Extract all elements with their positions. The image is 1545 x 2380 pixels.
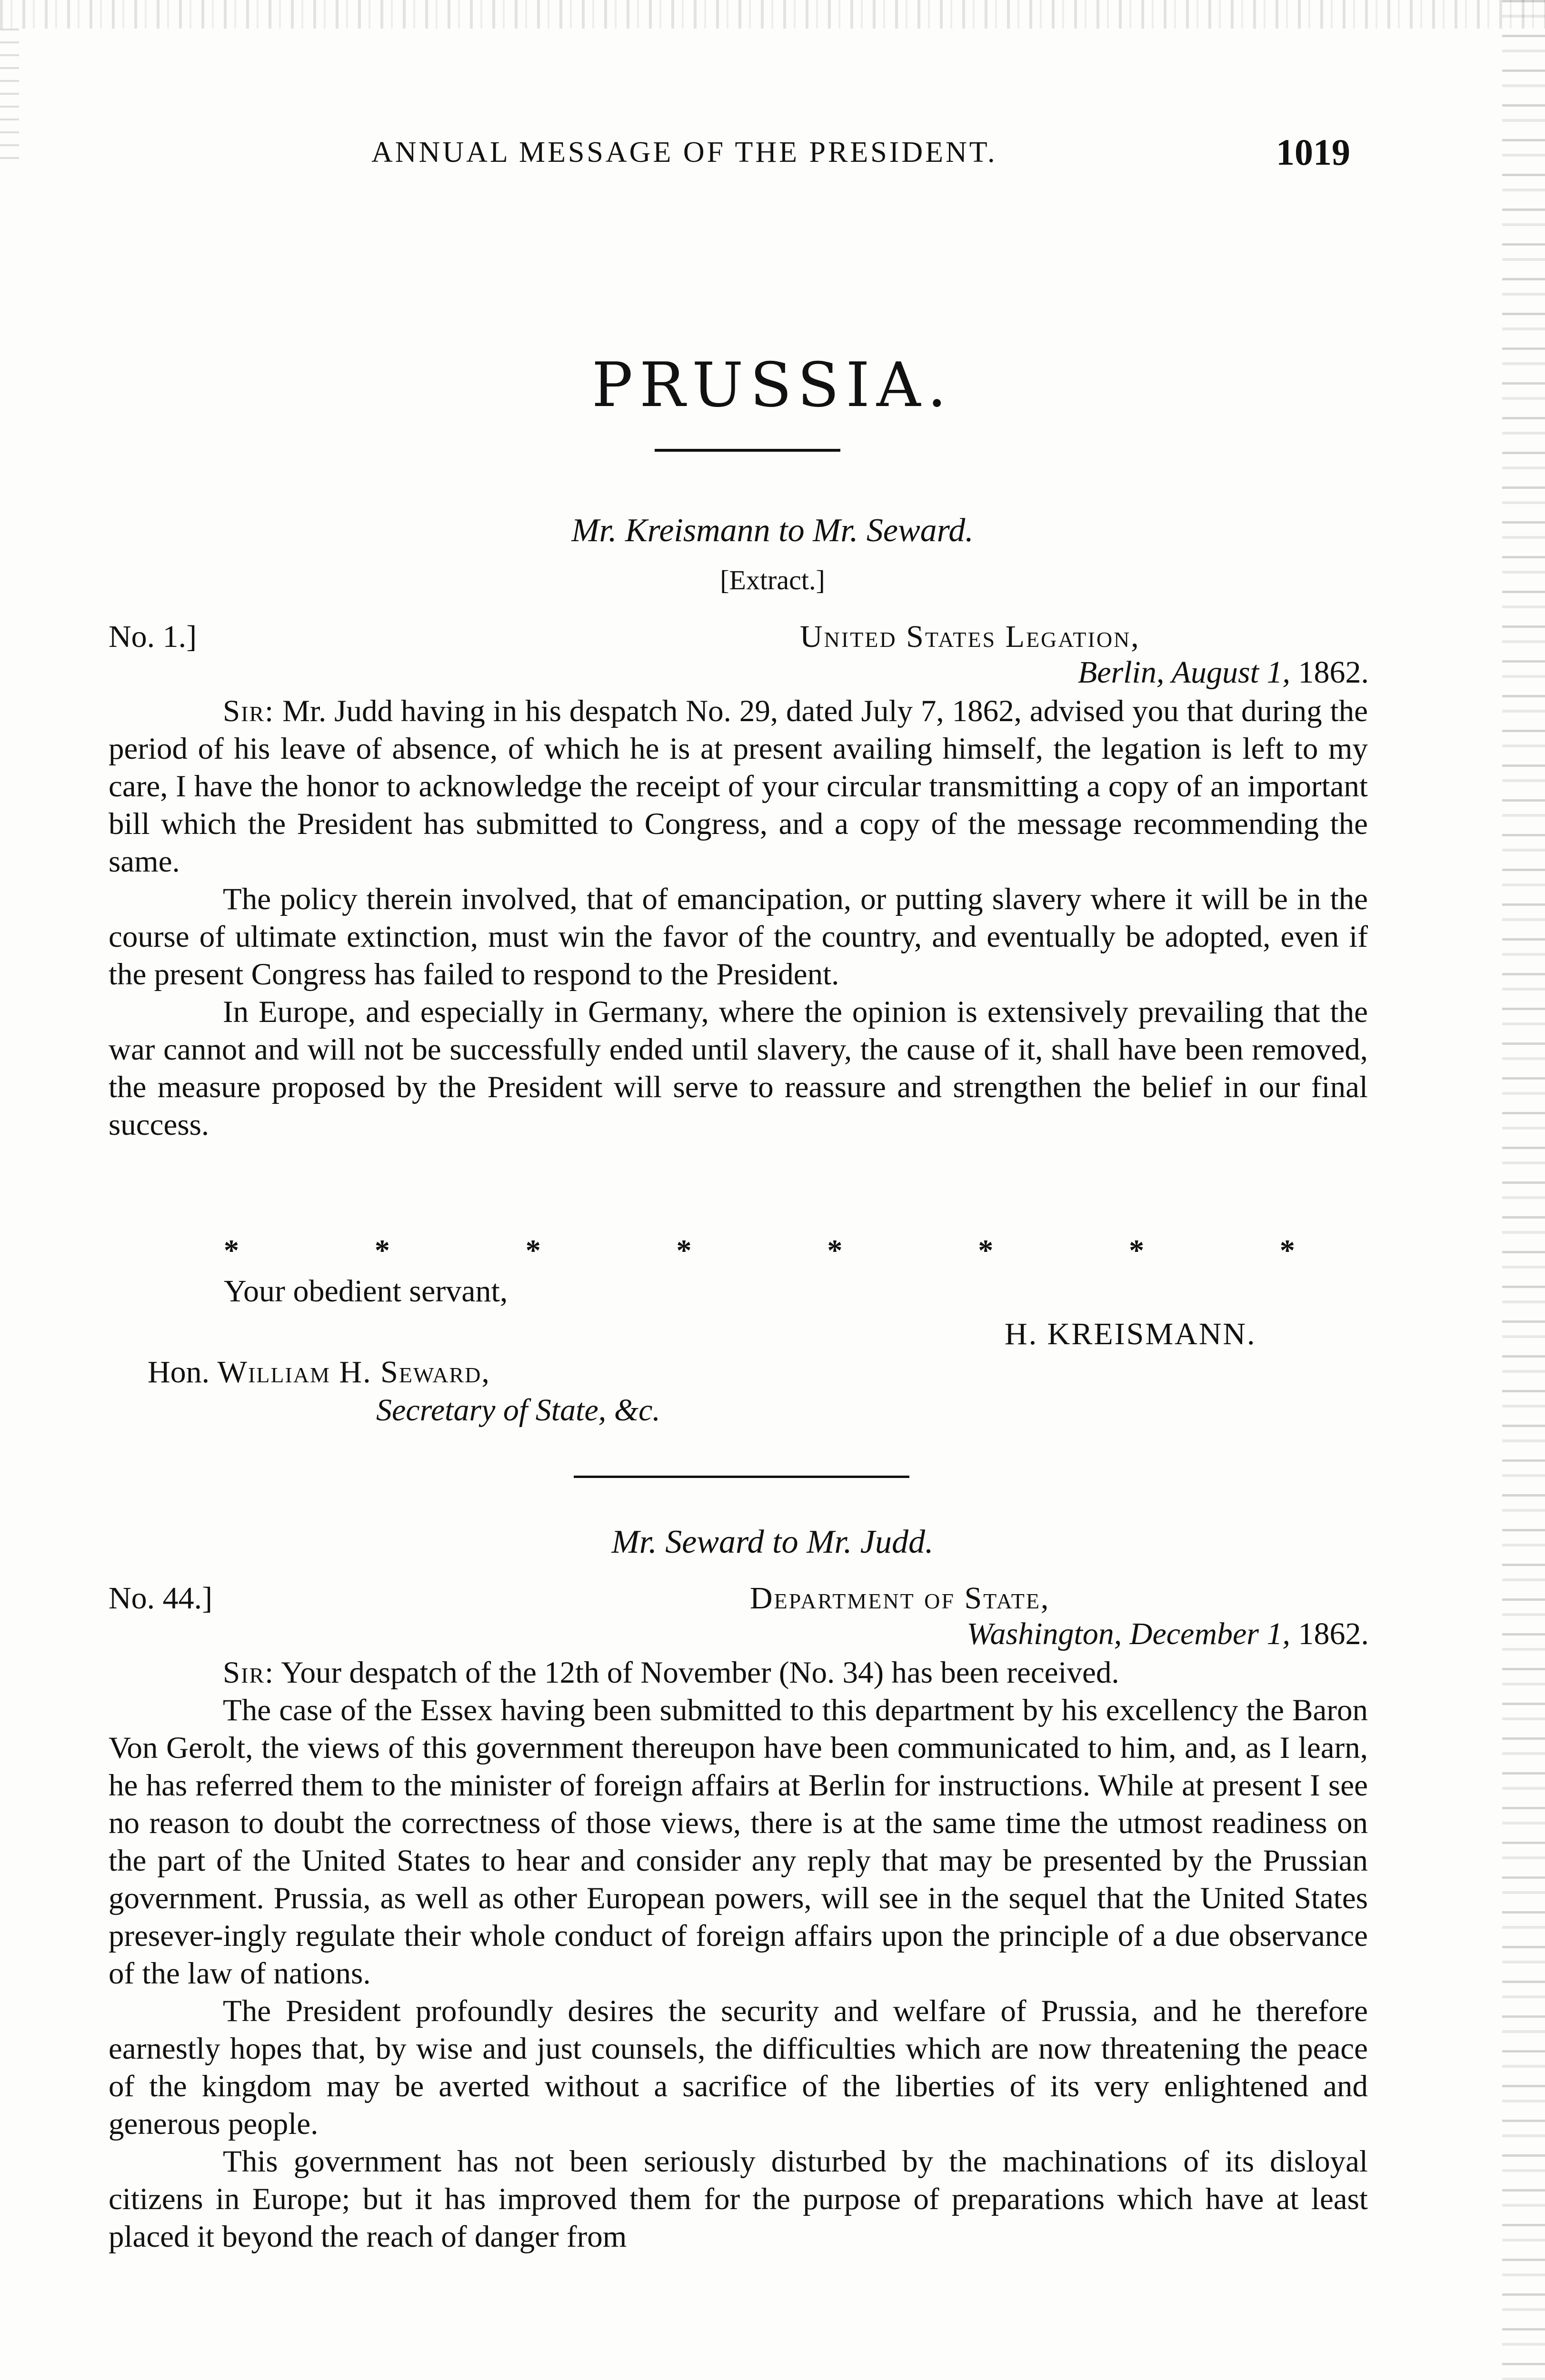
- star: *: [978, 1233, 994, 1267]
- star: *: [1279, 1233, 1295, 1267]
- scan-edge-left: [0, 29, 19, 162]
- letter2-body: [109, 1654, 1368, 2256]
- letter1-closing: Your obedient servant,: [224, 1274, 508, 1309]
- star: *: [827, 1233, 843, 1267]
- letter2-date-year: 1862.: [1298, 1616, 1369, 1651]
- star: *: [676, 1233, 692, 1267]
- letter1-sender-office: United States Legation,: [800, 619, 1140, 654]
- addressee-name: William H. Seward,: [217, 1355, 490, 1389]
- star: *: [224, 1233, 239, 1267]
- letter2-paragraph: The President profoundly desires the security and welfare of Prussia, and he therefore earnestly hopes that, by wise and just counsels, the difficulties which are now threatening the peace of the kingdom may be averted without a sacrifice of the liberties of its very enlightened and generous people.: [109, 1994, 1368, 2141]
- letter2-paragraph-text: Your despatch of the 12th of November (No. 34) has been received.: [281, 1656, 1119, 1690]
- letter1-paragraph: [109, 693, 1368, 881]
- letter1-paragraph-text: Mr. Judd having in his despatch No. 29, dated July 7, 1862, advised you that during the period of his leave of absence, of which he is at present availing himself, the legation is left to my care, I have the honor to acknowledge the receipt of your circular transmitting a copy of an important bill which the President has submitted to Congress, and a copy of the message recommending the same.: [109, 694, 1368, 879]
- star: *: [374, 1233, 390, 1267]
- letter1-body: [109, 693, 1368, 1144]
- letter2-date-place: Washington, December 1,: [967, 1616, 1290, 1651]
- letter2-sender-office: Department of State,: [750, 1581, 1050, 1616]
- letter1-addressee: [148, 1354, 490, 1390]
- letter1-heading: Mr. Kreismann to Mr. Seward.: [571, 512, 974, 549]
- star: *: [525, 1233, 541, 1267]
- section-title: PRUSSIA.: [591, 350, 954, 421]
- letter2-salutation: Sir:: [223, 1656, 275, 1690]
- letter2-heading: Mr. Seward to Mr. Judd.: [611, 1524, 934, 1560]
- letter1-paragraph: The policy therein involved, that of emancipation, or putting slavery where it will be in the course of ultimate extinction, must win the favor of the country, and eventually be adopted, even if the present Congress has failed to respond to the President.: [109, 882, 1368, 992]
- page-number: 1019: [1276, 131, 1350, 173]
- title-rule: [655, 449, 840, 452]
- letter2-paragraph: [109, 1654, 1368, 1692]
- star: *: [1129, 1233, 1145, 1267]
- letter1-extract-note: [Extract.]: [720, 565, 825, 595]
- letter1-paragraph: In Europe, and especially in Germany, where the opinion is extensively prevailing that the war cannot and will not be successfully ended until slavery, the cause of it, shall have been removed, the measure proposed by the President will serve to reassure and strengthen the belief in our final success.: [109, 995, 1368, 1142]
- letter1-number: No. 1.]: [109, 619, 197, 654]
- letter1-addressee-title: Secretary of State, &c.: [376, 1393, 660, 1428]
- letter1-dateline: [1078, 654, 1369, 691]
- letter1-signature: H. KREISMANN.: [1005, 1317, 1256, 1351]
- letter2-paragraph: This government has not been seriously disturbed by the machinations of its disloyal citizens in Europe; but it has improved them for the purpose of preparations which have at least placed it beyond the reach of danger from: [109, 2144, 1368, 2254]
- letter-divider-rule: [574, 1476, 909, 1478]
- letter2-number: No. 44.]: [109, 1581, 213, 1616]
- letter2-dateline: [967, 1616, 1369, 1652]
- letter1-date-place: Berlin, August 1,: [1077, 655, 1290, 690]
- letter1-date-year: 1862.: [1298, 655, 1369, 690]
- running-head: ANNUAL MESSAGE OF THE PRESIDENT.: [371, 136, 997, 169]
- letter1-salutation: Sir:: [223, 694, 275, 728]
- addressee-prefix: Hon.: [148, 1355, 210, 1389]
- ellipsis-stars: [224, 1233, 1295, 1268]
- letter2-paragraph: The case of the Essex having been submitted to this department by his excellency the Baron Von Gerolt, the views of this government thereupon have been communicated to him, and, as I learn, he has referred them to the minister of foreign affairs at Berlin for instructions. While at present I see no reason to doubt the correctness of those views, there is at the same time the utmost readiness on the part of the United States to hear and consider any reply that may be presented by the Prussian government. Prussia, as well as other European powers, will see in the sequel that the United States presever-ingly regulate their whole conduct of foreign affairs upon the principle of a due observance of the law of nations.: [109, 1693, 1368, 1991]
- scan-edge-top: [0, 0, 1545, 29]
